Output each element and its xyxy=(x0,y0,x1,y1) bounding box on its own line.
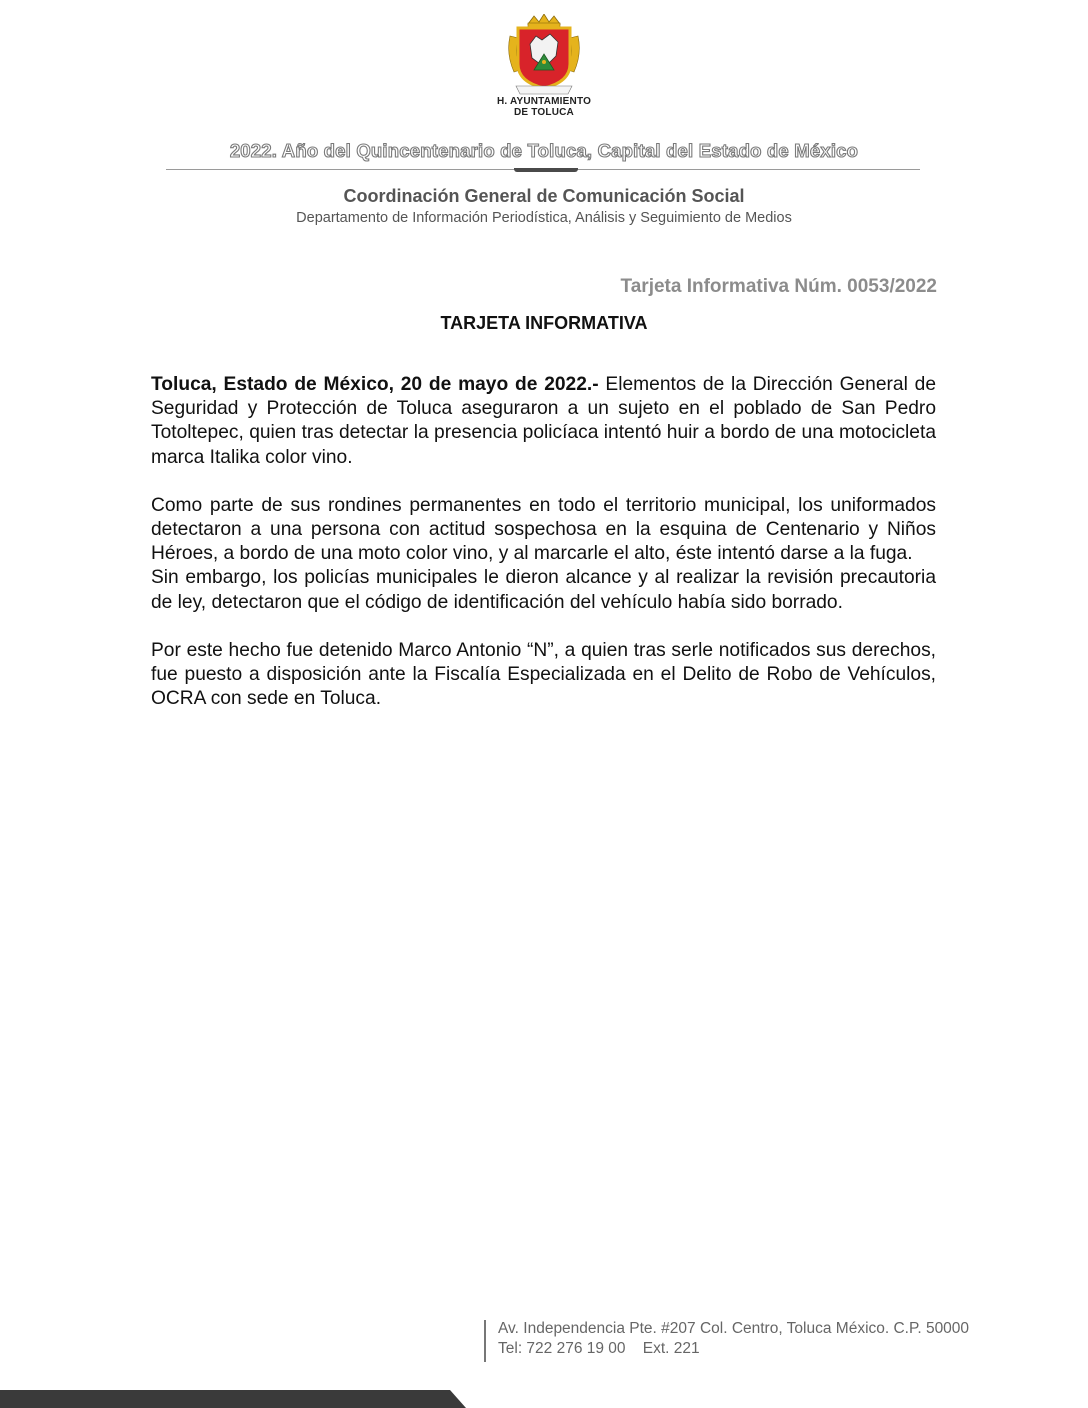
document-title: TARJETA INFORMATIVA xyxy=(440,313,648,333)
department-subtitle: Departamento de Información Periodística, Análisis y Seguimiento de Medios xyxy=(296,210,792,226)
paragraph-1 xyxy=(151,373,936,470)
document-folio: Tarjeta Informativa Núm. 0053/2022 xyxy=(620,276,937,297)
dateline: Toluca, Estado de México, 20 de mayo de 2022.- xyxy=(151,374,599,395)
year-motto: 2022. Año del Quincentenario de Toluca, Capital del Estado de México xyxy=(229,140,859,161)
footer-stripe xyxy=(0,1386,470,1408)
crest-caption xyxy=(470,96,618,118)
department-title: Coordinación General de Comunicación Social xyxy=(343,186,745,206)
document-body xyxy=(151,373,936,711)
footer-address: Av. Independencia Pte. #207 Col. Centro, Toluca México. C.P. 50000 xyxy=(498,1320,970,1337)
crest-caption-line2: DE TOLUCA xyxy=(514,107,574,118)
footer-phone: Tel: 722 276 19 00 Ext. 221 xyxy=(498,1340,700,1357)
header-divider-tab xyxy=(514,168,578,172)
crest-caption-line1: H. AYUNTAMIENTO xyxy=(496,96,592,107)
paragraph-2: Como parte de sus rondines permanentes en todo el territorio municipal, los uniformados detectaron a una persona con actitud sospechosa en la esquina de Centenario y Niños Héroes, a bordo de una moto color vino, y al marcarle el alto, éste intentó darse a la fuga. xyxy=(151,494,936,565)
paragraph-1-text: Elementos de la Dirección General de Seguridad y Protección de Toluca aseguraron a un sujeto en el poblado de San Pedro Totoltepec, quien tras detectar la presencia policíaca intentó huir a bordo de una motocicleta marca Italika color vino. xyxy=(151,374,936,468)
toluca-coat-of-arms-logo xyxy=(506,14,582,96)
footer-divider xyxy=(484,1320,486,1362)
paragraph-3: Sin embargo, los policías municipales le dieron alcance y al realizar la revisión precautoria de ley, detectaron que el código de identificación del vehículo había sido borrado. xyxy=(151,567,936,613)
paragraph-4: Por este hecho fue detenido Marco Antonio “N”, a quien tras serle notificados sus derechos, fue puesto a disposición ante la Fiscalía Especializada en el Delito de Robo de Vehículos, OCRA con sede en Toluca. xyxy=(151,639,936,710)
